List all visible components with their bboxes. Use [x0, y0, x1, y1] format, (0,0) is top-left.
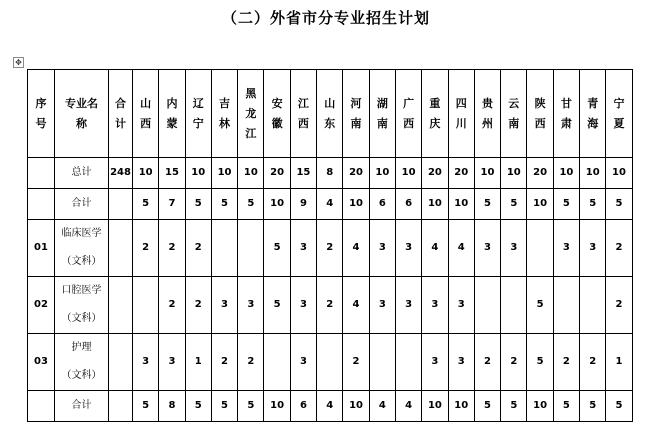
quota-cell	[580, 277, 606, 334]
seq-cell: 02	[28, 277, 55, 334]
quota-cell: 15	[159, 158, 185, 189]
header-major-char: 称	[76, 116, 87, 130]
header-province-char: 辽	[192, 96, 204, 110]
header-province-char: 广	[403, 96, 415, 110]
quota-cell	[264, 334, 290, 391]
header-province-char: 湖	[376, 96, 388, 110]
header-province-char: 南	[376, 116, 388, 130]
quota-cell: 10	[422, 189, 448, 220]
header-province-char: 龙	[245, 106, 257, 120]
quota-cell: 5	[264, 220, 290, 277]
quota-cell: 10	[343, 189, 369, 220]
header-province-char: 南	[350, 116, 362, 130]
header-province-char: 陕	[534, 96, 546, 110]
quota-cell: 3	[395, 277, 421, 334]
major-name-line: （文科）	[61, 313, 102, 324]
quota-cell: 10	[264, 391, 290, 422]
quota-cell: 2	[606, 220, 632, 277]
quota-cell: 3	[238, 277, 264, 334]
grand-total-row	[28, 158, 633, 189]
seq-cell	[28, 189, 55, 220]
header-province-char: 川	[455, 116, 467, 130]
header-province-char: 黑	[245, 86, 257, 100]
header-province-char: 宁	[613, 96, 625, 110]
quota-cell: 5	[211, 189, 237, 220]
quota-cell: 10	[133, 158, 159, 189]
quota-cell: 20	[527, 158, 553, 189]
quota-cell: 2	[133, 220, 159, 277]
quota-cell: 10	[527, 189, 553, 220]
quota-cell: 4	[343, 220, 369, 277]
quota-cell: 10	[501, 158, 527, 189]
quota-cell: 5	[238, 189, 264, 220]
quota-cell: 3	[448, 334, 474, 391]
header-province-char: 贵	[482, 96, 493, 110]
enrollment-plan-table	[27, 69, 633, 422]
major-name	[55, 334, 109, 391]
quota-cell: 7	[159, 189, 185, 220]
quota-cell: 3	[553, 220, 579, 277]
quota-cell	[501, 277, 527, 334]
major-row	[28, 334, 633, 391]
header-province	[133, 70, 159, 158]
quota-cell: 3	[290, 334, 316, 391]
quota-cell: 3	[290, 220, 316, 277]
header-province	[422, 70, 448, 158]
header-seq-char: 号	[35, 116, 47, 130]
quota-cell: 2	[474, 334, 500, 391]
quota-cell: 10	[474, 158, 500, 189]
quota-cell: 2	[159, 220, 185, 277]
quota-cell: 10	[527, 391, 553, 422]
total-cell: 248	[109, 158, 133, 189]
header-province	[211, 70, 237, 158]
quota-cell: 10	[185, 158, 211, 189]
header-province	[159, 70, 185, 158]
header-province-char: 西	[140, 116, 152, 130]
quota-cell: 5	[474, 189, 500, 220]
header-province-char: 林	[219, 116, 231, 130]
header-province	[343, 70, 369, 158]
quota-cell	[395, 334, 421, 391]
quota-cell: 10	[606, 158, 632, 189]
header-province-char: 南	[508, 116, 520, 130]
header-province-char: 海	[587, 116, 599, 130]
header-province	[474, 70, 500, 158]
major-name-line: （文科）	[61, 370, 102, 381]
quota-cell: 2	[317, 220, 343, 277]
quota-cell: 3	[211, 277, 237, 334]
quota-cell: 2	[580, 334, 606, 391]
quota-cell: 2	[317, 277, 343, 334]
quota-cell: 20	[343, 158, 369, 189]
header-province-char: 安	[271, 96, 283, 110]
quota-cell: 3	[395, 220, 421, 277]
header-province-char: 江	[245, 126, 257, 140]
quota-cell: 10	[448, 189, 474, 220]
quota-cell: 4	[448, 220, 474, 277]
header-province-char: 江	[297, 96, 309, 110]
table-body	[28, 70, 633, 422]
quota-cell: 10	[553, 158, 579, 189]
quota-cell: 2	[606, 277, 632, 334]
quota-cell	[527, 220, 553, 277]
total-cell	[109, 189, 133, 220]
major-name-line: 临床医学	[61, 228, 102, 239]
row-label: 合计	[55, 391, 109, 422]
seq-cell: 01	[28, 220, 55, 277]
quota-cell: 4	[395, 391, 421, 422]
total-cell	[109, 277, 133, 334]
header-province	[317, 70, 343, 158]
quota-cell: 3	[501, 220, 527, 277]
quota-cell: 3	[133, 334, 159, 391]
quota-cell: 1	[185, 334, 211, 391]
header-province-char: 甘	[560, 96, 572, 110]
quota-cell: 2	[185, 277, 211, 334]
quota-cell: 3	[422, 277, 448, 334]
quota-cell: 20	[422, 158, 448, 189]
quota-cell: 2	[343, 334, 369, 391]
quota-cell: 2	[185, 220, 211, 277]
quota-cell: 10	[211, 158, 237, 189]
quota-cell	[133, 277, 159, 334]
quota-cell: 5	[185, 189, 211, 220]
header-total-char: 计	[115, 116, 126, 130]
header-province-char: 徽	[271, 116, 283, 130]
quota-cell: 5	[553, 189, 579, 220]
quota-cell: 20	[448, 158, 474, 189]
quota-cell: 5	[133, 391, 159, 422]
quota-cell: 3	[290, 277, 316, 334]
quota-cell: 4	[422, 220, 448, 277]
quota-cell: 6	[395, 189, 421, 220]
quota-cell: 5	[211, 391, 237, 422]
table-move-handle-icon[interactable]: ✥	[13, 57, 24, 68]
header-province-char: 蒙	[166, 116, 178, 130]
header-province-char: 山	[324, 96, 336, 110]
header-province	[264, 70, 290, 158]
quota-cell: 20	[264, 158, 290, 189]
header-province	[290, 70, 316, 158]
quota-cell	[369, 334, 395, 391]
quota-cell: 4	[317, 391, 343, 422]
quota-cell	[317, 334, 343, 391]
quota-cell: 4	[343, 277, 369, 334]
quota-cell: 2	[238, 334, 264, 391]
total-cell	[109, 391, 133, 422]
major-name-line: 护理	[71, 342, 92, 353]
quota-cell	[553, 277, 579, 334]
header-province-char: 肃	[560, 116, 572, 130]
quota-cell: 2	[501, 334, 527, 391]
quota-cell: 10	[448, 391, 474, 422]
major-name-line: （文科）	[61, 256, 102, 267]
quota-cell: 5	[527, 334, 553, 391]
header-province-char: 夏	[613, 116, 625, 130]
quota-cell: 5	[501, 189, 527, 220]
quota-cell: 5	[474, 391, 500, 422]
quota-cell: 15	[290, 158, 316, 189]
quota-cell: 6	[369, 189, 395, 220]
header-province-char: 西	[534, 116, 546, 130]
header-province-char: 河	[350, 96, 362, 110]
header-seq-char: 序	[35, 96, 47, 110]
major-row	[28, 277, 633, 334]
quota-cell: 5	[527, 277, 553, 334]
quota-cell: 5	[238, 391, 264, 422]
header-province	[553, 70, 579, 158]
quota-cell: 10	[422, 391, 448, 422]
row-label: 总计	[55, 158, 109, 189]
quota-cell: 10	[395, 158, 421, 189]
quota-cell: 10	[238, 158, 264, 189]
subtotal-row	[28, 189, 633, 220]
header-province-char: 州	[482, 116, 493, 130]
quota-cell: 10	[343, 391, 369, 422]
header-total-char: 合	[115, 96, 126, 110]
quota-cell: 3	[422, 334, 448, 391]
quota-cell: 1	[606, 334, 632, 391]
quota-cell: 10	[369, 158, 395, 189]
quota-cell: 3	[474, 220, 500, 277]
quota-cell: 5	[580, 391, 606, 422]
row-label: 合计	[55, 189, 109, 220]
quota-cell: 8	[317, 158, 343, 189]
quota-cell: 5	[553, 391, 579, 422]
quota-cell	[211, 220, 237, 277]
header-province	[395, 70, 421, 158]
header-province	[448, 70, 474, 158]
header-province-char: 庆	[429, 116, 441, 130]
header-province-char: 重	[429, 96, 441, 110]
header-province-char: 吉	[219, 96, 231, 110]
quota-cell: 10	[580, 158, 606, 189]
header-province	[185, 70, 211, 158]
major-name-line: 口腔医学	[61, 285, 102, 296]
major-name	[55, 220, 109, 277]
header-province-char: 青	[587, 96, 599, 110]
header-province-char: 内	[166, 96, 178, 110]
quota-cell: 5	[580, 189, 606, 220]
header-seq	[28, 70, 55, 158]
quota-cell: 3	[159, 334, 185, 391]
major-name	[55, 277, 109, 334]
quota-cell: 5	[133, 189, 159, 220]
quota-cell: 3	[448, 277, 474, 334]
quota-cell: 10	[264, 189, 290, 220]
seq-cell	[28, 391, 55, 422]
quota-cell: 3	[369, 220, 395, 277]
quota-cell: 6	[290, 391, 316, 422]
quota-cell: 4	[317, 189, 343, 220]
quota-cell: 3	[580, 220, 606, 277]
header-province-char: 西	[297, 116, 309, 130]
quota-cell: 5	[606, 189, 632, 220]
header-province	[501, 70, 527, 158]
quota-cell: 2	[211, 334, 237, 391]
header-province-char: 西	[403, 116, 415, 130]
seq-cell	[28, 158, 55, 189]
quota-cell: 8	[159, 391, 185, 422]
header-province-char: 宁	[192, 116, 204, 130]
header-province	[527, 70, 553, 158]
quota-cell: 5	[501, 391, 527, 422]
header-province	[580, 70, 606, 158]
quota-cell	[238, 220, 264, 277]
quota-cell: 2	[159, 277, 185, 334]
page-title: （二）外省市分专业招生计划	[221, 9, 430, 27]
major-row	[28, 220, 633, 277]
quota-cell: 3	[369, 277, 395, 334]
header-province-char: 东	[324, 116, 336, 130]
subtotal-row	[28, 391, 633, 422]
header-province	[606, 70, 632, 158]
header-total	[109, 70, 133, 158]
total-cell	[109, 220, 133, 277]
quota-cell	[474, 277, 500, 334]
seq-cell: 03	[28, 334, 55, 391]
total-cell	[109, 334, 133, 391]
quota-cell: 9	[290, 189, 316, 220]
header-major	[55, 70, 109, 158]
header-province-char: 四	[455, 96, 467, 110]
header-province-char: 山	[140, 96, 152, 110]
header-province-char: 云	[508, 96, 520, 110]
header-row	[28, 70, 633, 158]
quota-cell: 2	[553, 334, 579, 391]
header-province	[238, 70, 264, 158]
header-major-char: 专业名	[65, 96, 98, 110]
quota-cell: 5	[606, 391, 632, 422]
quota-cell: 5	[264, 277, 290, 334]
quota-cell: 5	[185, 391, 211, 422]
header-province	[369, 70, 395, 158]
quota-cell: 4	[369, 391, 395, 422]
